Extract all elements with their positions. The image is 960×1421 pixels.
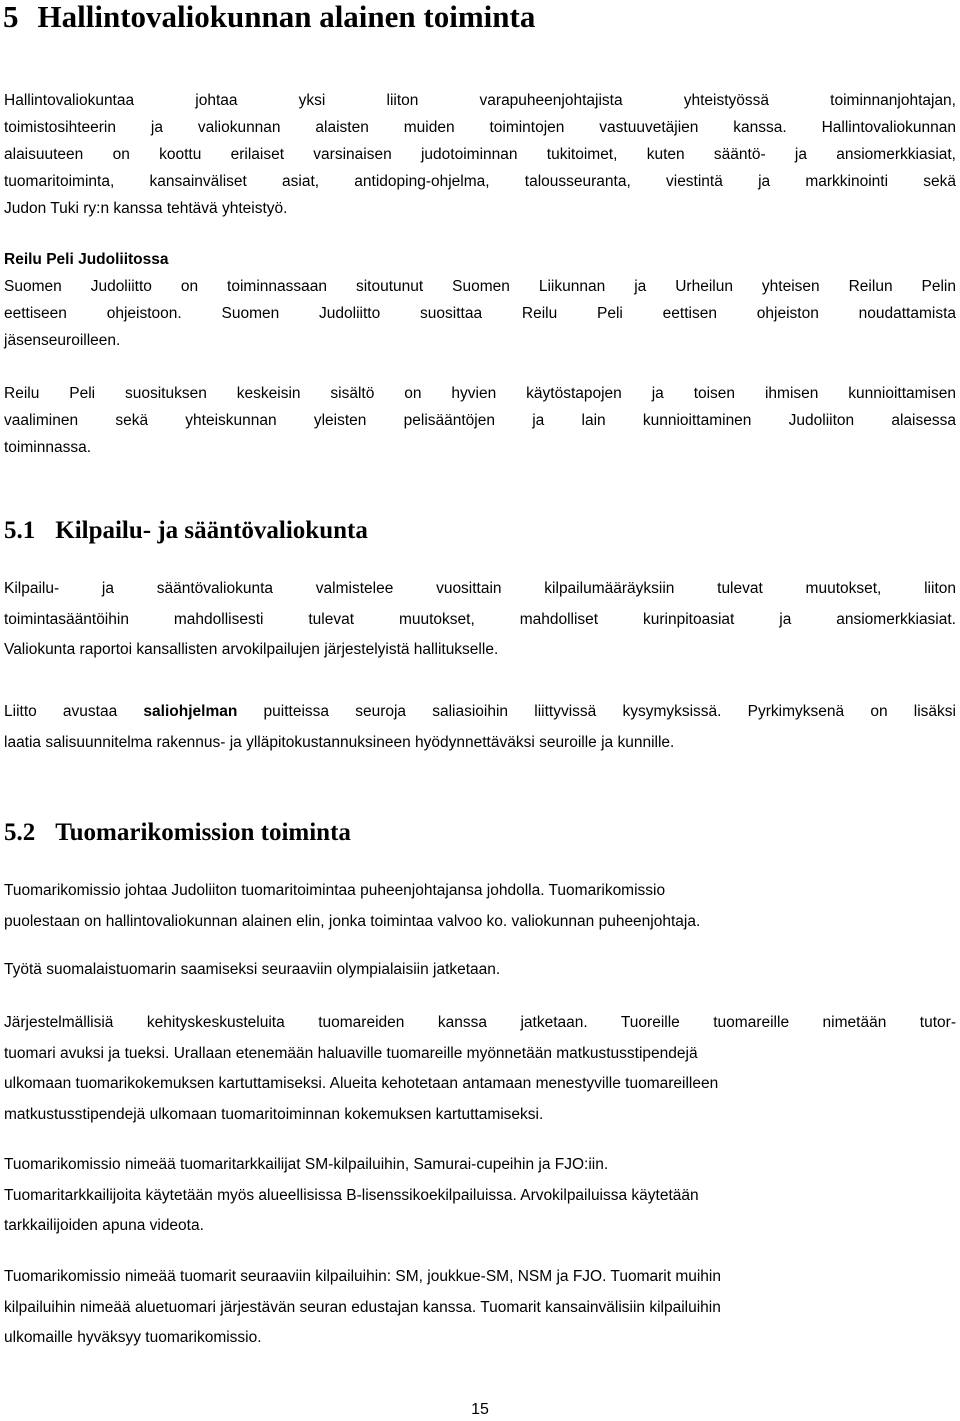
paragraph-line: Hallintovaliokuntaa johtaa yksi liiton varapuheenjohtajista yhteistyössä toiminnanjohtajan, [4,92,956,109]
paragraph-line: eettiseen ohjeistoon. Suomen Judoliitto suosittaa Reilu Peli eettisen ohjeiston noudattamista [4,305,956,322]
paragraph-line: jäsenseuroilleen. [4,332,121,349]
paragraph-line: Suomen Judoliitto on toiminnassaan sitoutunut Suomen Liikunnan ja Urheilun yhteisen Reilun Pelin [4,278,956,295]
paragraph-line: tuomari avuksi ja tueksi. Urallaan etenemään haluaville tuomareille myönnetään matkustusstipendejä [4,1044,698,1062]
section-5-1-heading [4,516,368,546]
paragraph-line: Valiokunta raportoi kansallisten arvokilpailujen järjestelyistä hallitukselle. [4,641,499,658]
section-title: Kilpailu- ja sääntövaliokunta [55,517,368,544]
paragraph-text: puitteissa seuroja saliasioihin liittyvissä kysymyksissä. Pyrkimyksenä on lisäksi [237,703,956,720]
paragraph-line: toimistosihteerin ja valiokunnan alaisten muiden toimintojen vastuuvetäjien kanssa. Hallintovaliokunnan [4,119,956,136]
section-number: 5.2 [4,819,36,846]
paragraph-text: Liitto avustaa [4,703,144,720]
fair-play-heading: Reilu Peli Judoliitossa [4,251,169,268]
section-title: Tuomarikomission toiminta [55,819,351,846]
paragraph-line: Järjestelmällisiä kehityskeskusteluita tuomareiden kanssa jatketaan. Tuoreille tuomareille nimetään tutor- [4,1014,956,1031]
paragraph-line: Tuomarikomissio nimeää tuomaritarkkailijat SM-kilpailuihin, Samurai-cupeihin ja FJO:iin. [4,1156,609,1173]
paragraph-line: toiminnassa. [4,439,92,456]
section-title: Hallintovaliokunnan alainen toiminta [37,0,536,34]
paragraph-line: toimintasääntöihin mahdollisesti tulevat muutokset, mahdolliset kurinpitoasiat ja ansiomerkkiasiat. [4,610,956,628]
section-5-2-paragraph-5 [4,1262,956,1354]
section-5-2-paragraph-1 [4,875,956,937]
section-5-2-heading [4,818,351,848]
section-number: 5.1 [4,517,36,544]
paragraph-line: vaaliminen sekä yhteiskunnan yleisten pelisääntöjen ja lain kunnioittaminen Judoliiton alaisessa [4,412,956,429]
paragraph-line: Tuomarikomissio nimeää tuomarit seuraaviin kilpailuihin: SM, joukkue-SM, NSM ja FJO. Tuomarit muihin [4,1268,721,1285]
paragraph-line: ulkomaille hyväksyy tuomarikomissio. [4,1329,262,1346]
page-number: 15 [471,1401,489,1418]
fair-play-paragraph-2 [4,380,956,461]
section-5-1-paragraph-2 [4,696,956,758]
intro-paragraph [4,87,956,222]
saliohjelma-emphasis: saliohjelman [143,703,238,720]
section-5-1-paragraph-1 [4,574,956,666]
paragraph-line: tarkkailijoiden apuna videota. [4,1217,204,1234]
section-5-2-paragraph-2 [4,956,956,983]
section-number: 5 [3,0,19,34]
paragraph-line: laatia salisuunnitelma rakennus- ja ylläpitokustannuksineen hyödynnettäväksi seuroille ja kunnille. [4,734,675,751]
section-5-2-paragraph-4 [4,1150,956,1242]
paragraph-line: alaisuuteen on koottu erilaiset varsinaisen judotoiminnan tukitoimet, kuten sääntö- ja ansiomerkkiasiat, [4,146,956,163]
paragraph-line: puolestaan on hallintovaliokunnan alainen elin, jonka toimintaa valvoo ko. valiokunnan puheenjohtaja. [4,913,701,930]
fair-play-section [4,246,956,354]
paragraph-line: kilpailuihin nimeää aluetuomari järjestävän seuran edustajan kanssa. Tuomarit kansainvälisiin kilpailuihin [4,1298,721,1316]
paragraph-line: Tuomarikomissio johtaa Judoliiton tuomaritoimintaa puheenjohtajansa johdolla. Tuomarikomissio [4,882,666,899]
section-5-heading [3,0,535,34]
paragraph-line: Kilpailu- ja sääntövaliokunta valmistelee vuosittain kilpailumääräyksiin tulevat muutokset, liiton [4,580,956,597]
paragraph-line: ulkomaan tuomarikokemuksen kartuttamiseksi. Alueita kehotetaan antamaan menestyville tuomareilleen [4,1075,719,1092]
paragraph-line [4,696,956,727]
paragraph-line: tuomaritoiminta, kansainväliset asiat, antidoping-ohjelma, talousseuranta, viestintä ja markkinointi sekä [4,173,956,190]
paragraph-line: Työtä suomalaistuomarin saamiseksi seuraaviin olympialaisiin jatketaan. [4,961,501,978]
paragraph-line: Reilu Peli suosituksen keskeisin sisältö on hyvien käytöstapojen ja toisen ihmisen kunnioittamisen [4,385,956,402]
paragraph-line: Tuomaritarkkailijoita käytetään myös alueellisissa B-lisenssikoekilpailuissa. Arvokilpailuissa käytetään [4,1186,699,1204]
paragraph-line: Judon Tuki ry:n kanssa tehtävä yhteistyö. [4,200,288,217]
section-5-2-paragraph-3 [4,1008,956,1130]
paragraph-line: matkustusstipendejä ulkomaan tuomaritoiminnan kokemuksen kartuttamiseksi. [4,1105,544,1123]
